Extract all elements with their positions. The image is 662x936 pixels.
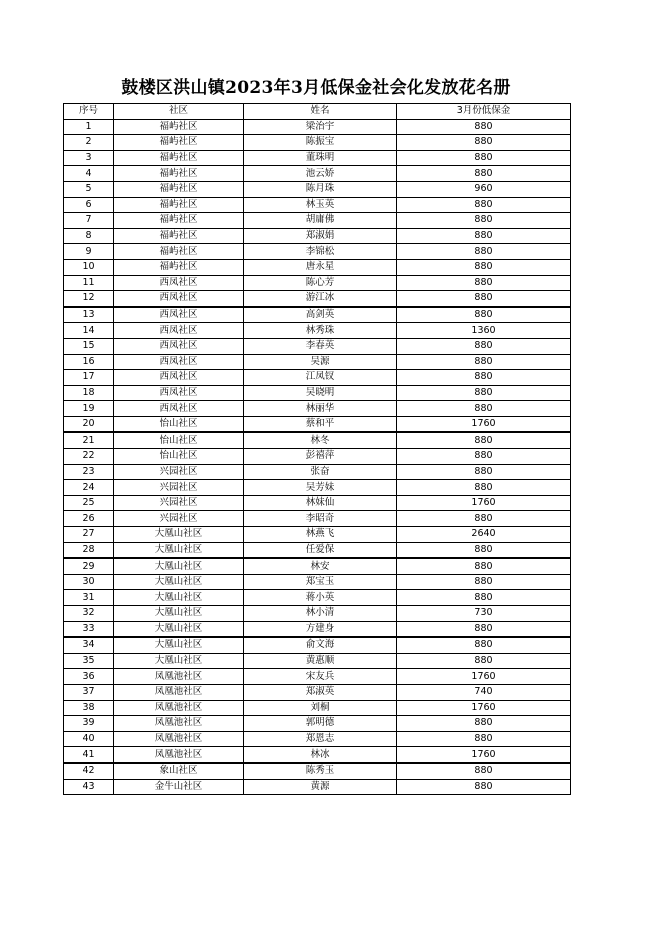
- table-row: [64, 700, 571, 716]
- table-row: [64, 480, 571, 496]
- table-row: [64, 323, 571, 339]
- row-amount: 880: [397, 401, 571, 417]
- row-community: 大凰山社区: [114, 574, 244, 590]
- row-index: 19: [64, 401, 114, 417]
- row-name: 林妹仙: [244, 495, 397, 511]
- row-index: 9: [64, 244, 114, 260]
- table-row: [64, 291, 571, 307]
- row-amount: 880: [397, 779, 571, 795]
- row-name: 吴晓明: [244, 385, 397, 401]
- row-amount: 880: [397, 558, 571, 574]
- row-name: 陈月珠: [244, 181, 397, 197]
- row-amount: 880: [397, 480, 571, 496]
- row-name: 林冰: [244, 747, 397, 763]
- table-row: [64, 307, 571, 323]
- row-index: 33: [64, 621, 114, 637]
- row-community: 福屿社区: [114, 150, 244, 166]
- row-community: 象山社区: [114, 763, 244, 779]
- row-index: 20: [64, 416, 114, 432]
- row-amount: 880: [397, 763, 571, 779]
- row-index: 6: [64, 197, 114, 213]
- table-row: [64, 259, 571, 275]
- row-index: 14: [64, 323, 114, 339]
- header-index: 序号: [64, 104, 114, 120]
- row-amount: 880: [397, 590, 571, 606]
- row-amount: 1760: [397, 669, 571, 685]
- row-community: 凤凰池社区: [114, 747, 244, 763]
- table-row: [64, 495, 571, 511]
- row-community: 兴园社区: [114, 511, 244, 527]
- row-amount: 880: [397, 291, 571, 307]
- row-index: 24: [64, 480, 114, 496]
- row-community: 凤凰池社区: [114, 731, 244, 747]
- table-row: [64, 653, 571, 669]
- row-index: 2: [64, 135, 114, 151]
- row-community: 大凰山社区: [114, 542, 244, 558]
- row-amount: 740: [397, 684, 571, 700]
- table-row: [64, 338, 571, 354]
- row-amount: 1760: [397, 747, 571, 763]
- row-amount: 880: [397, 166, 571, 182]
- row-amount: 1760: [397, 495, 571, 511]
- row-community: 大凰山社区: [114, 606, 244, 622]
- table-row: [64, 244, 571, 260]
- row-name: 陈振宝: [244, 135, 397, 151]
- row-name: 陈秀玉: [244, 763, 397, 779]
- table-row: [64, 150, 571, 166]
- row-community: 大凰山社区: [114, 590, 244, 606]
- row-amount: 880: [397, 275, 571, 291]
- row-index: 22: [64, 449, 114, 465]
- table-row: [64, 747, 571, 763]
- table-row: [64, 385, 571, 401]
- row-name: 池云娇: [244, 166, 397, 182]
- row-amount: 880: [397, 135, 571, 151]
- table-row: [64, 606, 571, 622]
- table-row: [64, 763, 571, 779]
- row-community: 福屿社区: [114, 259, 244, 275]
- row-amount: 880: [397, 338, 571, 354]
- row-amount: 880: [397, 354, 571, 370]
- row-amount: 880: [397, 449, 571, 465]
- row-community: 大凰山社区: [114, 653, 244, 669]
- row-community: 大凰山社区: [114, 637, 244, 653]
- table-row: [64, 731, 571, 747]
- row-index: 17: [64, 370, 114, 386]
- table-row: [64, 401, 571, 417]
- row-index: 35: [64, 653, 114, 669]
- row-index: 29: [64, 558, 114, 574]
- row-index: 26: [64, 511, 114, 527]
- table-row: [64, 558, 571, 574]
- row-community: 西凤社区: [114, 401, 244, 417]
- row-community: 福屿社区: [114, 119, 244, 135]
- row-index: 1: [64, 119, 114, 135]
- table-row: [64, 716, 571, 732]
- row-name: 俞文海: [244, 637, 397, 653]
- table-row: [64, 213, 571, 229]
- row-index: 37: [64, 684, 114, 700]
- row-community: 西凤社区: [114, 275, 244, 291]
- row-amount: 880: [397, 464, 571, 480]
- row-index: 32: [64, 606, 114, 622]
- row-index: 41: [64, 747, 114, 763]
- row-community: 西凤社区: [114, 354, 244, 370]
- row-index: 15: [64, 338, 114, 354]
- row-name: 林玉英: [244, 197, 397, 213]
- row-community: 大凰山社区: [114, 527, 244, 543]
- row-name: 郑淑英: [244, 684, 397, 700]
- row-name: 吴芳妹: [244, 480, 397, 496]
- row-index: 12: [64, 291, 114, 307]
- row-index: 34: [64, 637, 114, 653]
- row-name: 胡庸佛: [244, 213, 397, 229]
- row-name: 林安: [244, 558, 397, 574]
- row-name: 彭禧萍: [244, 449, 397, 465]
- row-name: 林丽华: [244, 401, 397, 417]
- table-row: [64, 527, 571, 543]
- row-amount: 880: [397, 511, 571, 527]
- table-row: [64, 354, 571, 370]
- row-index: 27: [64, 527, 114, 543]
- roster-table: [63, 103, 571, 795]
- row-amount: 880: [397, 307, 571, 323]
- row-community: 福屿社区: [114, 181, 244, 197]
- row-amount: 880: [397, 574, 571, 590]
- row-community: 西凤社区: [114, 291, 244, 307]
- row-community: 福屿社区: [114, 197, 244, 213]
- row-index: 36: [64, 669, 114, 685]
- row-community: 西凤社区: [114, 370, 244, 386]
- row-amount: 880: [397, 716, 571, 732]
- row-community: 凤凰池社区: [114, 716, 244, 732]
- table-header-row: [64, 104, 571, 120]
- row-name: 唐永星: [244, 259, 397, 275]
- row-index: 4: [64, 166, 114, 182]
- row-amount: 730: [397, 606, 571, 622]
- row-community: 凤凰池社区: [114, 669, 244, 685]
- row-name: 游江冰: [244, 291, 397, 307]
- row-amount: 880: [397, 542, 571, 558]
- row-name: 李锦松: [244, 244, 397, 260]
- row-name: 郑恩志: [244, 731, 397, 747]
- row-amount: 880: [397, 432, 571, 448]
- row-community: 大凰山社区: [114, 558, 244, 574]
- row-name: 刘桐: [244, 700, 397, 716]
- row-index: 11: [64, 275, 114, 291]
- row-amount: 2640: [397, 527, 571, 543]
- table-row: [64, 432, 571, 448]
- table-row: [64, 574, 571, 590]
- row-name: 林秀珠: [244, 323, 397, 339]
- row-index: 43: [64, 779, 114, 795]
- table-row: [64, 464, 571, 480]
- row-community: 凤凰池社区: [114, 684, 244, 700]
- row-name: 黄惠顺: [244, 653, 397, 669]
- table-row: [64, 669, 571, 685]
- row-name: 方建身: [244, 621, 397, 637]
- table-row: [64, 416, 571, 432]
- row-name: 董珠明: [244, 150, 397, 166]
- row-amount: 1760: [397, 700, 571, 716]
- row-name: 梁治宇: [244, 119, 397, 135]
- table-row: [64, 135, 571, 151]
- row-name: 张奋: [244, 464, 397, 480]
- row-name: 林燕飞: [244, 527, 397, 543]
- row-amount: 1760: [397, 416, 571, 432]
- row-name: 郑宝玉: [244, 574, 397, 590]
- row-amount: 880: [397, 731, 571, 747]
- table-row: [64, 166, 571, 182]
- row-name: 高剑英: [244, 307, 397, 323]
- row-amount: 880: [397, 228, 571, 244]
- row-index: 28: [64, 542, 114, 558]
- row-name: 江凤钗: [244, 370, 397, 386]
- row-community: 福屿社区: [114, 135, 244, 151]
- row-community: 西凤社区: [114, 338, 244, 354]
- table-row: [64, 228, 571, 244]
- row-index: 25: [64, 495, 114, 511]
- row-index: 42: [64, 763, 114, 779]
- row-name: 李昭奇: [244, 511, 397, 527]
- row-index: 38: [64, 700, 114, 716]
- table-row: [64, 684, 571, 700]
- row-name: 郑淑娟: [244, 228, 397, 244]
- row-amount: 880: [397, 244, 571, 260]
- row-name: 蔡和平: [244, 416, 397, 432]
- row-amount: 880: [397, 213, 571, 229]
- table-row: [64, 637, 571, 653]
- row-name: 黄源: [244, 779, 397, 795]
- row-index: 39: [64, 716, 114, 732]
- row-community: 福屿社区: [114, 166, 244, 182]
- row-index: 7: [64, 213, 114, 229]
- table-row: [64, 197, 571, 213]
- row-name: 任爱保: [244, 542, 397, 558]
- table-row: [64, 181, 571, 197]
- row-index: 23: [64, 464, 114, 480]
- row-name: 陈心芳: [244, 275, 397, 291]
- table-row: [64, 621, 571, 637]
- row-amount: 880: [397, 385, 571, 401]
- page-title: 鼓楼区洪山镇2023年3月低保金社会化发放花名册: [121, 78, 511, 98]
- row-amount: 880: [397, 653, 571, 669]
- table-body: [64, 119, 571, 795]
- header-amount: 3月份低保金: [397, 104, 571, 120]
- row-community: 兴园社区: [114, 495, 244, 511]
- row-name: 李春英: [244, 338, 397, 354]
- table-row: [64, 542, 571, 558]
- table-row: [64, 370, 571, 386]
- row-community: 西凤社区: [114, 323, 244, 339]
- row-index: 21: [64, 432, 114, 448]
- row-community: 兴园社区: [114, 464, 244, 480]
- table-row: [64, 590, 571, 606]
- row-index: 16: [64, 354, 114, 370]
- table-row: [64, 275, 571, 291]
- table-row: [64, 779, 571, 795]
- row-amount: 880: [397, 637, 571, 653]
- row-amount: 880: [397, 197, 571, 213]
- row-community: 大凰山社区: [114, 621, 244, 637]
- row-community: 怡山社区: [114, 416, 244, 432]
- table-row: [64, 511, 571, 527]
- row-index: 8: [64, 228, 114, 244]
- row-name: 林小清: [244, 606, 397, 622]
- row-community: 福屿社区: [114, 244, 244, 260]
- row-community: 西凤社区: [114, 385, 244, 401]
- row-amount: 880: [397, 621, 571, 637]
- row-amount: 880: [397, 259, 571, 275]
- row-name: 郭明德: [244, 716, 397, 732]
- row-index: 3: [64, 150, 114, 166]
- row-index: 10: [64, 259, 114, 275]
- row-name: 蒋小英: [244, 590, 397, 606]
- row-name: 宋友兵: [244, 669, 397, 685]
- row-community: 西凤社区: [114, 307, 244, 323]
- row-amount: 1360: [397, 323, 571, 339]
- row-index: 18: [64, 385, 114, 401]
- row-name: 吴源: [244, 354, 397, 370]
- header-name: 姓名: [244, 104, 397, 120]
- row-community: 金牛山社区: [114, 779, 244, 795]
- row-amount: 880: [397, 150, 571, 166]
- row-index: 30: [64, 574, 114, 590]
- row-amount: 880: [397, 370, 571, 386]
- row-community: 怡山社区: [114, 449, 244, 465]
- row-community: 怡山社区: [114, 432, 244, 448]
- table-row: [64, 449, 571, 465]
- row-amount: 960: [397, 181, 571, 197]
- table-row: [64, 119, 571, 135]
- row-community: 福屿社区: [114, 213, 244, 229]
- header-community: 社区: [114, 104, 244, 120]
- row-name: 林冬: [244, 432, 397, 448]
- row-index: 31: [64, 590, 114, 606]
- row-community: 兴园社区: [114, 480, 244, 496]
- row-community: 凤凰池社区: [114, 700, 244, 716]
- row-amount: 880: [397, 119, 571, 135]
- row-index: 13: [64, 307, 114, 323]
- row-index: 5: [64, 181, 114, 197]
- row-index: 40: [64, 731, 114, 747]
- row-community: 福屿社区: [114, 228, 244, 244]
